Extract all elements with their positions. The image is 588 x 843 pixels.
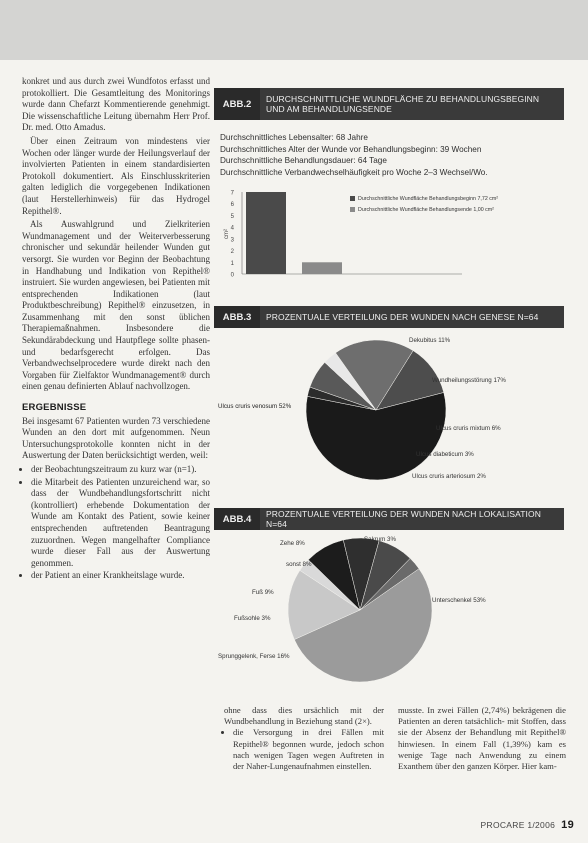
pie-label: Sprunggelenk, Ferse 16%: [218, 653, 290, 660]
pie-chart-lokalisation-container: [214, 532, 564, 692]
paragraph-procedure: Als Auswahlgrund und Zielkriterien Wundmanagement und der Weiterverbesserung chronischer und sekundär heilender Wunden gut versorgt. Sie wurden vor Beginn der Beobachtung in Handhabung und Indikation von Repithel® instruiert. Sie wurden angewiesen, bei Patienten mit entsprechenden Indikationen (laut Produktbeschreibung) Repithel® einzusetzen, in Zusammenhang mit den sonst üblichen Therapiemaßnahmen. Insbesondere die Sekundärabdeckung und Hautpflege sollte phasen- und bedarfsgerecht erfolgen. Das Verbandwechselprocedere wurde direkt nach den Vorgaben für Zielfaktor Wundmanagement® durch einen genau definierten Ablauf nachvollzogen.: [22, 219, 210, 392]
list-item: • die Versorgung in drei Fällen mit Repithel® begonnen wurde, jedoch schon nach wenigen Tagen wegen Auftreten in der Naher-Lungenaufnahmen einstellen.: [233, 727, 384, 772]
pie-label: Ulcus cruris mixtum 6%: [436, 425, 501, 432]
info-line: Durchschnittliches Lebensalter: 68 Jahre: [220, 133, 368, 142]
y-tick-label: 5: [230, 213, 234, 220]
paragraph-continued: musste. In zwei Fällen (2,74%) bekrägenen die Patienten an deren tatsächlich- mit Stoffen, dass sie der Absenz der Behandlung mit Repithel® hinwiesen. In einem Fall (1,39%) kam es wenige Tage nach Anwendung zu einem Exanthem über den ganzen Körper. Hier kam-: [398, 705, 566, 772]
abb2-info-block: [220, 132, 560, 178]
y-tick-label: 6: [230, 202, 234, 209]
header-band: [0, 0, 588, 60]
figure-header-abb3: [214, 306, 564, 328]
pie-label: Unterschenkel 53%: [432, 597, 486, 604]
pie-label: Ulcus diabeticum 3%: [416, 451, 474, 458]
pie-label: Sakrum 3%: [364, 536, 396, 543]
figure-badge: ABB.4: [214, 508, 260, 530]
legend-swatch: [350, 196, 355, 201]
figure-title: PROZENTUALE VERTEILUNG DER WUNDEN NACH GENESE N=64: [266, 312, 539, 322]
y-tick-label: 2: [230, 249, 234, 256]
pie-chart-lokalisation: [214, 532, 564, 692]
bottom-middle-column: [224, 705, 384, 772]
legend-label: Durchschnittliche Wundfläche Behandlungsende 1,00 cm²: [358, 207, 494, 213]
bar-1: [246, 192, 286, 274]
pie-label: Zehe 8%: [280, 540, 305, 547]
paragraph-intro: konkret und aus durch zwei Wundfotos erfasst und protokolliert. Die Gesamtleitung des Monitorings wurde dann Chefarzt Kommentierende genehmigt. Die wissenschaftliche Leitung übernahm Herr Prof. Dr. med. Otto Amadus.: [22, 76, 210, 133]
journal-name: PROCARE 1/2006: [480, 820, 556, 830]
page-footer: [481, 819, 574, 831]
pie-label: Ulcus cruris venosum 52%: [218, 403, 292, 410]
y-tick-label: 3: [230, 237, 234, 244]
legend-label: Durchschnittliche Wundfläche Behandlungsbeginn 7,72 cm²: [358, 196, 499, 202]
y-tick-label: 1: [230, 260, 234, 267]
figure-title: PROZENTUALE VERTEILUNG DER WUNDEN NACH LOKALISATION N=64: [266, 509, 541, 529]
bar-2: [302, 262, 342, 274]
list-item: ohne dass dies ursächlich mit der Wundbehandlung in Beziehung stand (2×).: [224, 705, 384, 727]
figure-badge: ABB.2: [214, 88, 260, 120]
bar-chart-container: [222, 184, 562, 282]
figure-header-abb2: [214, 88, 564, 120]
y-axis-label: cm²: [224, 229, 230, 239]
list-item: • der Beobachtungszeitraum zu kurz war (n=1).: [31, 464, 210, 476]
paragraph-method: Über einen Zeitraum von mindestens vier Wochen oder länger wurde der Heilungsverlauf der involvierten Patienten in einem standardisierten Protokoll dokumentiert. Als Einschlusskriterien galten lediglich die vorgegebenen Indikationen (laut Herstellerhinweis) für das Hydrogel Repithel®.: [22, 135, 210, 216]
page-number: 19: [561, 819, 574, 831]
continued-list: [224, 705, 384, 772]
pie-label: Wundheilungsstörung 17%: [432, 377, 506, 384]
info-line: Durchschnittliche Behandlungsdauer: 64 Tage: [220, 156, 387, 166]
paragraph-results: Bei insgesamt 67 Patienten wurden 73 verschiedene Wunden an den dort mit aufgenommen. Neun Untersuchungsprotokolle konnten nicht in der Auswertung der Daten berücksichtigt werden, weil:: [22, 415, 210, 461]
y-tick-label: 7: [230, 190, 234, 197]
figure-badge: ABB.3: [214, 306, 260, 328]
pie-label: Fußsohle 3%: [234, 615, 271, 622]
bar-chart: [222, 184, 562, 282]
pie-label: sonst 8%: [286, 561, 312, 568]
y-tick-label: 4: [230, 225, 234, 232]
figure-header-abb4: [214, 508, 564, 530]
figure-title: DURCHSCHNITTLICHE WUNDFLÄCHE ZU BEHANDLUNGSBEGINN UND AM BEHANDLUNGSENDE: [266, 94, 540, 114]
pie-chart-genese-container: [214, 330, 564, 495]
legend-swatch: [350, 207, 355, 212]
info-line: Durchschnittliches Alter der Wunde vor Behandlungsbeginn: 39 Wochen: [220, 144, 482, 154]
pie-label: Ulcus cruris arteriosum 2%: [412, 473, 486, 480]
exclusion-list: [22, 464, 210, 582]
y-tick-label: 0: [230, 272, 234, 279]
left-text-column: [22, 76, 210, 583]
bottom-right-column: [398, 705, 566, 772]
info-line: Durchschnittliche Verbandwechselhäufigkeit pro Woche 2–3 Wechsel/Wo.: [220, 167, 488, 177]
pie-chart-genese: [214, 330, 564, 495]
section-heading-results: ERGEBNISSE: [22, 402, 87, 414]
pie-label: Dekubitus 11%: [409, 337, 451, 344]
list-item: • die Mitarbeit des Patienten unzureichend war, so dass der Wundbehandlungsfortschritt nicht (kontrolliert) erhebende Dokumentation der Wunde am Kontakt des Patient, sowie keiner entsprechenden auftretenden Beantragung zuzuordnen. Wegen mangelhafter Compliance wurde dieser Fall aus der Auswertung genommen.: [31, 477, 210, 570]
list-item: • der Patient an einer Krankheitslage wurde.: [31, 570, 210, 582]
pie-label: Fuß 9%: [252, 589, 274, 596]
